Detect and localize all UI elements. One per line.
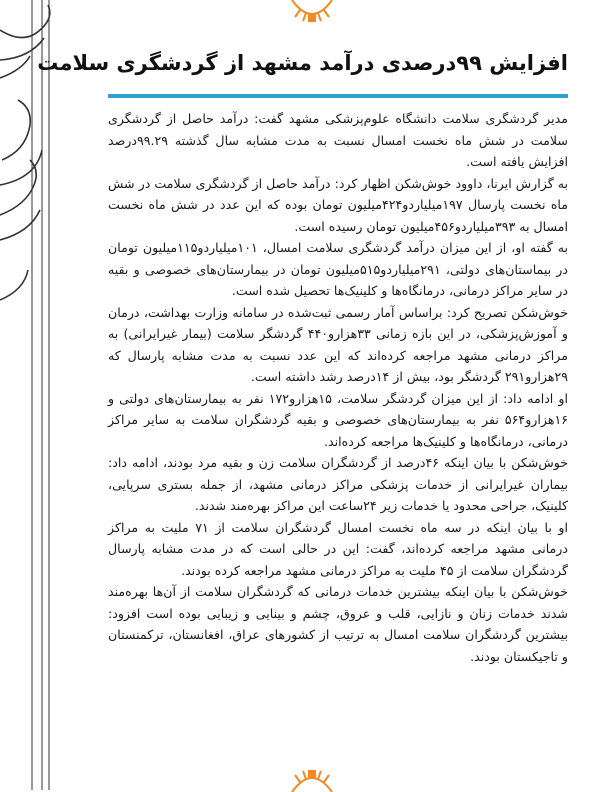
article-paragraph: خوش‌شکن با بیان اینکه بیشترین خدمات درمانی که گردشگران سلامت از آن‌ها بهره‌مند شدند خدمات زنان و نازایی، قلب و عروق، چشم و بینایی و زیبایی بوده است افزود: بیشترین گردشگران سلامت امسال به ترتیب از کشورهای عراق، افغانستان، ترکمنستان و تاجیکستان بودند. <box>108 584 568 664</box>
article-paragraph: او با بیان اینکه در سه ماه نخست امسال گردشگران سلامت از ۷۱ ملیت به مراکز درمانی مشهد مراجعه کرده‌اند، گفت: این در حالی است که در مدت مشابه پارسال گردشگران سلامت از ۴۵ ملیت به مراکز درمانی مشهد مراجعه کرده بودند. <box>108 519 568 578</box>
left-ornament <box>0 0 60 790</box>
headline-rule <box>108 94 568 98</box>
bottom-sun-ornament <box>282 766 342 792</box>
article-paragraph: خوش‌شکن با بیان اینکه ۴۶درصد از گردشگران سلامت زن و بقیه مرد بودند، ادامه داد: بیماران غیرایرانی از خدمات پزشکی مراکز درمانی مشهد، از جمله بستری سرپایی، کلینیک، جراحی محدود یا خدمات زیر ۲۴ساعت این مراکز بهره‌مند شدند. <box>108 455 569 513</box>
article-paragraph: خوش‌شکن تصریح کرد: براساس آمار رسمی ثبت‌شده در سامانه وزارت بهداشت، درمان و آموزش‌پزشکی، در این بازه زمانی ۳۳هزارو۴۴۰ گردشگر سلامت (بیمار غیرایرانی) به مراکز درمانی مشهد مراجعه کرده‌اند که این عدد نسبت به مدت مشابه پارسال که ۲۹هزارو۲۹۱ گردشگر بود، بیش از ۱۴درصد رشد داشته است. <box>108 304 568 384</box>
article-paragraph: به گزارش ایرنا، داوود خوش‌شکن اظهار کرد: درآمد حاصل از گردشگری سلامت در شش ماه نخست پارسال ۱۹۷میلیاردو۴۲۴میلیون تومان بوده که این عدد در شش ماه نخست امسال به ۳۹۳میلیاردو۴۵۶میلیون تومان رسیده است. <box>108 175 568 234</box>
article-headline: افزایش ۹۹درصدی درآمد مشهد از گردشگری سلامت <box>37 51 568 75</box>
article-paragraph: مدیر گردشگری سلامت دانشگاه علوم‌پزشکی مشهد گفت: درآمد حاصل از گردشگری سلامت در شش ماه نخست امسال نسبت به مدت مشابه سال گذشته ۹۹.۲۹درصد افزایش یافته است. <box>108 111 568 169</box>
article-body <box>108 108 568 667</box>
article-paragraph: او ادامه داد: از این میزان گردشگر سلامت، ۱۵هزارو۱۷۲ نفر به بیمارستان‌های دولتی و ۱۶هزارو۵۶۴ نفر به بیمارستان‌های خصوصی و بقیه گردشگران سلامت به سایر مراکز درمانی، درمانگاه‌ها و کلینیک‌ها مراجعه کرده‌اند. <box>108 390 568 449</box>
top-sun-ornament <box>282 0 342 26</box>
article-paragraph: به گفته او، از این میزان درآمد گردشگری سلامت امسال، ۱۰۱میلیاردو۱۱۵میلیون تومان در بیماستان‌های دولتی، ۲۹۱میلیاردو۵۱۵میلیون تومان در بیمارستان‌های خصوصی و بقیه در سایر مراکز درمانی، درمانگاه‌ها و کلینیک‌ها تحصیل شده است. <box>108 240 569 298</box>
